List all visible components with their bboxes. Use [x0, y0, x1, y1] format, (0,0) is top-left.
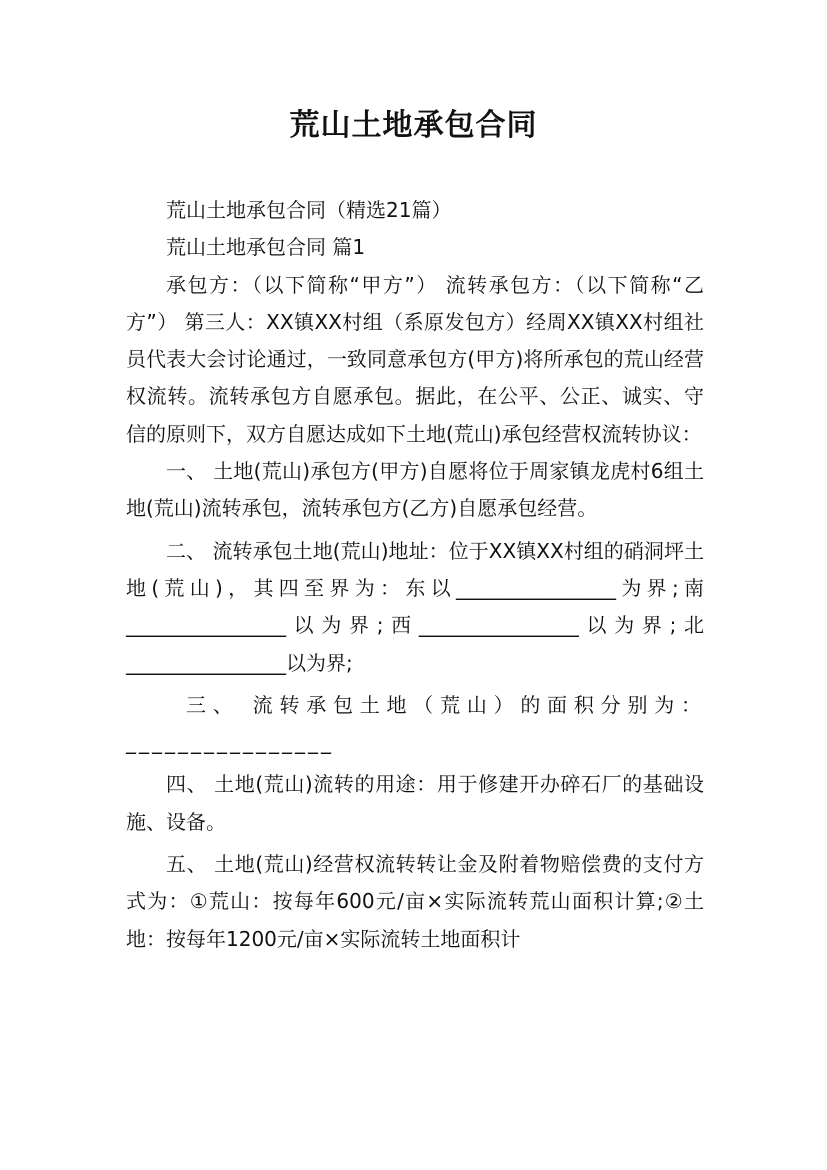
clause-two: 二、 流转承包土地(荒山)地址：位于XX镇XX村组的硝洞坪土地(荒山)，其四至界为：东以________________为界;南________________以为界;西________________以为界;北________________以为界;	[126, 538, 704, 675]
clause-one: 一、 土地(荒山)承包方(甲方)自愿将位于周家镇龙虎村6组土地(荒山)流转承包，流转承包方(乙方)自愿承包经营。	[126, 459, 704, 521]
clause-four: 四、 土地(荒山)流转的用途：用于修建开办碎石厂的基础设施、设备。	[126, 772, 704, 834]
document-title: 荒山土地承包合同	[289, 108, 538, 143]
section-title: 荒山土地承包合同 篇1	[166, 235, 366, 260]
clause-five: 五、 土地(荒山)经营权流转转让金及附着物赔偿费的支付方式为：①荒山：按每年600元/亩×实际流转荒山面积计算;②土地：按每年1200元/亩×实际流转土地面积计	[126, 852, 704, 951]
clause-three: 三、 流转承包土地（荒山）的面积分别为：________________	[126, 692, 704, 755]
intro-paragraph: 承包方：（以下简称“甲方”） 流转承包方：（以下简称“乙方”） 第三人：XX镇XX村组（系原发包方）经周XX镇XX村组社员代表大会讨论通过，一致同意承包方(甲方)将所承包的荒山经营权流转。流转承包方自愿承包。据此，在公平、公正、诚实、守信的原则下，双方自愿达成如下土地(荒山)承包经营权流转协议：	[126, 272, 704, 446]
document-body	[126, 192, 704, 958]
document-subtitle: 荒山土地承包合同（精选21篇）	[166, 198, 452, 222]
